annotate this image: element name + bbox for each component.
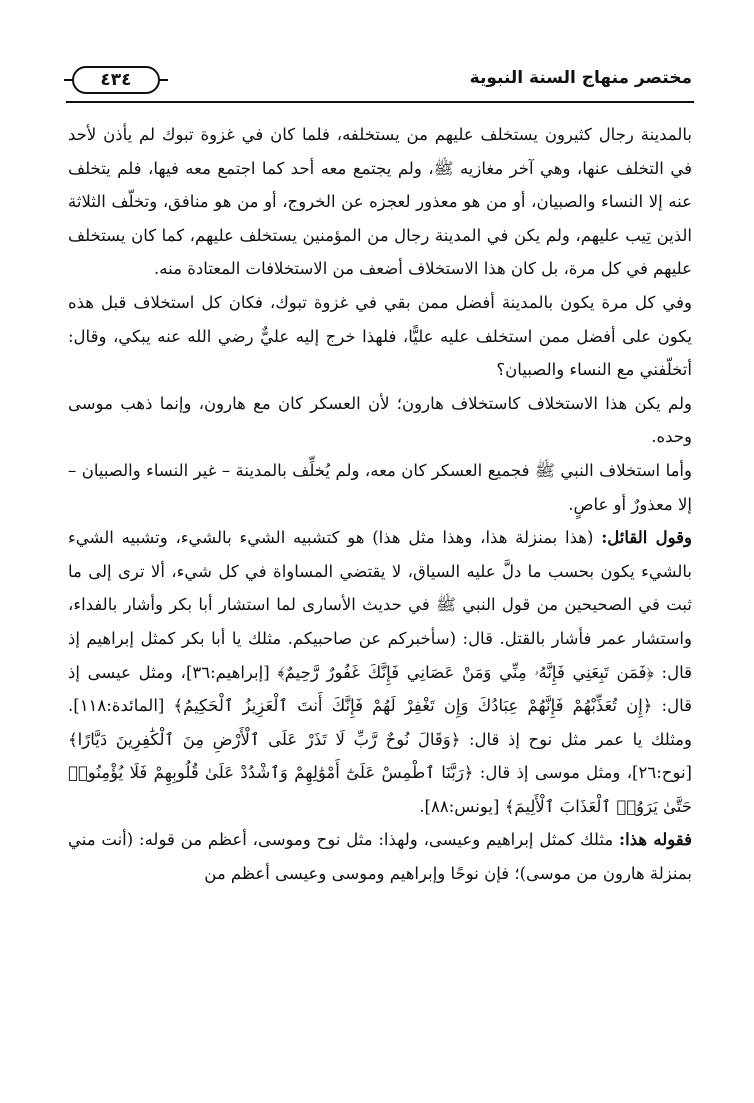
paragraph — [68, 118, 692, 286]
paragraph — [68, 286, 692, 387]
main-text — [68, 118, 692, 891]
paragraph — [68, 823, 692, 890]
paragraph — [68, 454, 692, 521]
paragraph-text: ولم يكن هذا الاستخلاف كاستخلاف هارون؛ لأن العسكر كان مع هارون، وإنما ذهب موسى وحده. — [68, 393, 692, 447]
header-divider — [66, 101, 694, 103]
paragraph — [68, 387, 692, 454]
paragraph-text: (هذا بمنزلة هذا، وهذا مثل هذا) هو كتشبيه الشيء بالشيء، وتشبيه الشيء بالشيء يكون بحسب ما دلَّ عليه السياق، لا يقتضي المساواة في كل شيء، ألا ترى إلى ما ثبت في الصحيحين من قول النبي ﷺ في حديث الأسارى لما استشار أبا بكر وأشار بالفداء، واستشار عمر فأشار بالقتل. قال: (سأخبركم عن صاحبيكم. مثلك يا أبا بكر كمثل إبراهيم إذ قال: ﴿فَمَن تَبِعَنِي فَإِنَّهُۥ مِنِّي وَمَنْ عَصَانِي فَإِنَّكَ غَفُورٌ رَّحِيمٌ﴾ [إبراهيم:٣٦]، ومثل عيسى إذ قال: ﴿إِن تُعَذِّبْهُمْ فَإِنَّهُمْ عِبَادُكَ وَإِن تَغْفِرْ لَهُمْ فَإِنَّكَ أَنتَ ٱلْعَزِيزُ ٱلْحَكِيمُ﴾ [المائدة:١١٨]. ومثلك يا عمر مثل نوح إذ قال: ﴿وَقَالَ نُوحٌ رَّبِّ لَا تَذَرْ عَلَى ٱلْأَرْضِ مِنَ ٱلْكَٰفِرِينَ دَيَّارًا﴾ [نوح:٢٦]، ومثل موسى إذ قال: ﴿رَبَّنَا ٱطْمِسْ عَلَىٰٓ أَمْوَٰلِهِمْ وَٱشْدُدْ عَلَىٰ قُلُوبِهِمْ فَلَا يُؤْمِنُوا۟ حَتَّىٰ يَرَوُا۟ ٱلْعَذَابَ ٱلْأَلِيمَ﴾ [يونس:٨٨]. — [68, 528, 692, 816]
paragraph-lead: وقول القائل: — [601, 528, 693, 548]
page-header — [66, 66, 692, 98]
paragraph — [68, 521, 692, 823]
running-title: مختصر منهاج السنة النبوية — [469, 68, 692, 88]
paragraph-text: بالمدينة رجال كثيرون يستخلف عليهم من يستخلفه، فلما كان في غزوة تبوك لم يأذن لأحد في التخلف عنها، وهي آخر مغازيه ﷺ، ولم يجتمع معه أحد كما اجتمع معه فيها، فلم يتخلف عنه إلا النساء والصبيان، أو من هو معذور لعجزه عن الخروج، أو من هو منافق، وتخلّف الثلاثة الذين تِيب عليهم، ولم يكن في المدينة رجال من المؤمنين يستخلف عليهم، كما كان يستخلف عليهم في كل مرة، بل كان هذا الاستخلاف أضعف من الاستخلافات المعتادة منه. — [68, 125, 692, 279]
paragraph-text: وفي كل مرة يكون بالمدينة أفضل ممن بقي في غزوة تبوك، فكان كل استخلاف قبل هذه يكون على أفضل ممن استخلف عليه عليًّا، فلهذا خرج إليه عليٌّ رضي الله عنه يبكي، وقال: أتخلّفني مع النساء والصبيان؟ — [68, 292, 692, 380]
page-number-badge: ٤٣٤ — [72, 66, 160, 94]
paragraph-lead: فقوله هذا: — [619, 830, 692, 850]
paragraph-text: وأما استخلاف النبي ﷺ فجميع العسكر كان معه، ولم يُخلِّف بالمدينة – غير النساء والصبيان – إلا معذورٌ أو عاصٍ. — [68, 460, 692, 514]
paragraph-text: مثلك كمثل إبراهيم وعيسى، ولهذا: مثل نوح وموسى، أعظم من قوله: (أنت مني بمنزلة هارون من موسى)؛ فإن نوحًا وإبراهيم وموسى وعيسى أعظم من — [68, 830, 692, 884]
